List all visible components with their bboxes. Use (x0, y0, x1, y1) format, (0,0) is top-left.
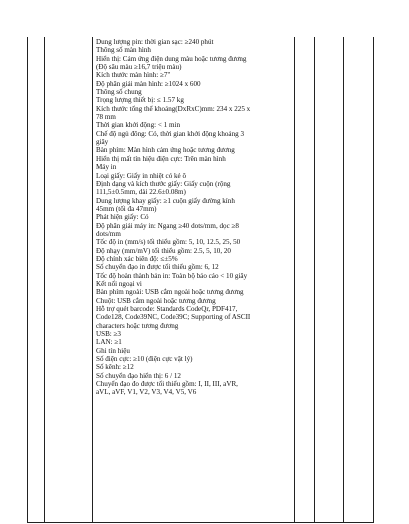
spec-line: Máy in (96, 163, 117, 172)
spec-line: Số kênh: ≥12 (96, 363, 134, 372)
spec-line: aVL, aVF, V1, V2, V3, V4, V5, V6 (96, 388, 197, 397)
spec-line: Số điện cực: ≥10 (điện cực vật lý) (96, 355, 193, 364)
spec-line: Bàn phím: Màn hình cảm ứng hoặc tương đương (96, 146, 235, 155)
spec-line: Bàn phím ngoài: USB cắm ngoài hoặc tương đương (96, 288, 244, 297)
spec-line: Kích thước tổng thể khoảng(DxRxC)mm: 234 x 225 x (96, 104, 251, 113)
spec-line: Chế độ ngủ đông: Có, thời gian khởi động khoảng 3 (96, 129, 244, 138)
spec-line: Tốc độ hoàn thành bản in: Toàn bộ báo cáo < 10 giây (96, 271, 248, 280)
spec-line: Kích thước màn hình: ≥7" (96, 71, 171, 80)
spec-line: characters hoặc tương đương (96, 321, 179, 330)
spec-line: Chuột: USB cắm ngoài hoặc tương đương (96, 296, 216, 305)
spec-line: dots/mm (96, 229, 121, 238)
spec-line: Hiển thị: Cảm ứng điện dung màu hoặc tương đương (96, 54, 247, 63)
spec-line: Kết nối ngoại vi (96, 279, 142, 288)
spec-line: (Độ sâu màu ≥16,7 triệu màu) (96, 63, 182, 72)
spec-line: Ghi tín hiệu (96, 346, 130, 355)
column-divider (44, 37, 45, 522)
spec-line: Hỗ trợ quét barcode: Standards CodeQr, PDF417, (96, 305, 238, 313)
spec-line: 45mm (tối đa 47mm) (96, 204, 157, 213)
spec-line: Phát hiện giấy: Có (96, 213, 149, 222)
spec-line: Số chuyển đạo hiển thị: 6 / 12 (96, 371, 181, 380)
spec-cell-text (96, 38, 301, 397)
spec-line: Độ phân giải màn hình: ≥1024 x 600 (96, 79, 201, 88)
spec-line: Hiển thị mất tín hiệu điện cực: Trên màn hình (96, 154, 226, 163)
spec-line: Tốc độ in (mm/s) tối thiểu gồm: 5, 10, 12.5, 25, 50 (96, 238, 241, 247)
spec-line: Dung lượng pin: thời gian sạc: ≥240 phút (96, 38, 214, 46)
column-divider (92, 37, 93, 522)
spec-line: Định dạng và kích thước giấy: Giấy cuộn (rộng (96, 179, 231, 188)
spec-line: LAN: ≥1 (96, 338, 122, 347)
spec-line: giây (96, 138, 109, 147)
spec-line: Độ phân giải máy in: Ngang ≥40 dots/mm, dọc ≥8 (96, 221, 239, 230)
column-divider (343, 37, 344, 522)
spec-line: Thông số màn hình (96, 46, 151, 55)
spec-line: USB: ≥3 (96, 330, 121, 339)
spec-line: Loại giấy: Giấy in nhiệt có kẻ ô (96, 171, 187, 180)
spec-line: Độ nhạy (mm/mV) tối thiểu gồm: 2.5, 5, 10, 20 (96, 246, 231, 255)
spec-line: Số chuyển đạo in được tối thiểu gồm: 6, 12 (96, 263, 219, 272)
spec-line: Thông số chung (96, 88, 142, 97)
spec-line: Thời gian khởi động: < 1 min (96, 121, 181, 130)
spec-line: 78 mm (96, 113, 116, 122)
spec-line: Dung lượng khay giấy: ≥1 cuộn giấy đường kính (96, 196, 235, 205)
spec-line: Trọng lượng thiết bị: ≤ 1.57 kg (96, 96, 184, 105)
spec-line: Chuyển đạo đo được tối thiểu gồm: I, II, III, aVR, (96, 380, 238, 389)
spec-line: Độ chính xác biên độ: ≤±5% (96, 254, 178, 263)
spec-line: Code128, Code39NC, Code39C; Supporting of ASCII (96, 313, 251, 322)
spec-line: 111,5±0.5mm, dài 22.6±0.08m) (96, 188, 186, 197)
column-divider (314, 37, 315, 522)
